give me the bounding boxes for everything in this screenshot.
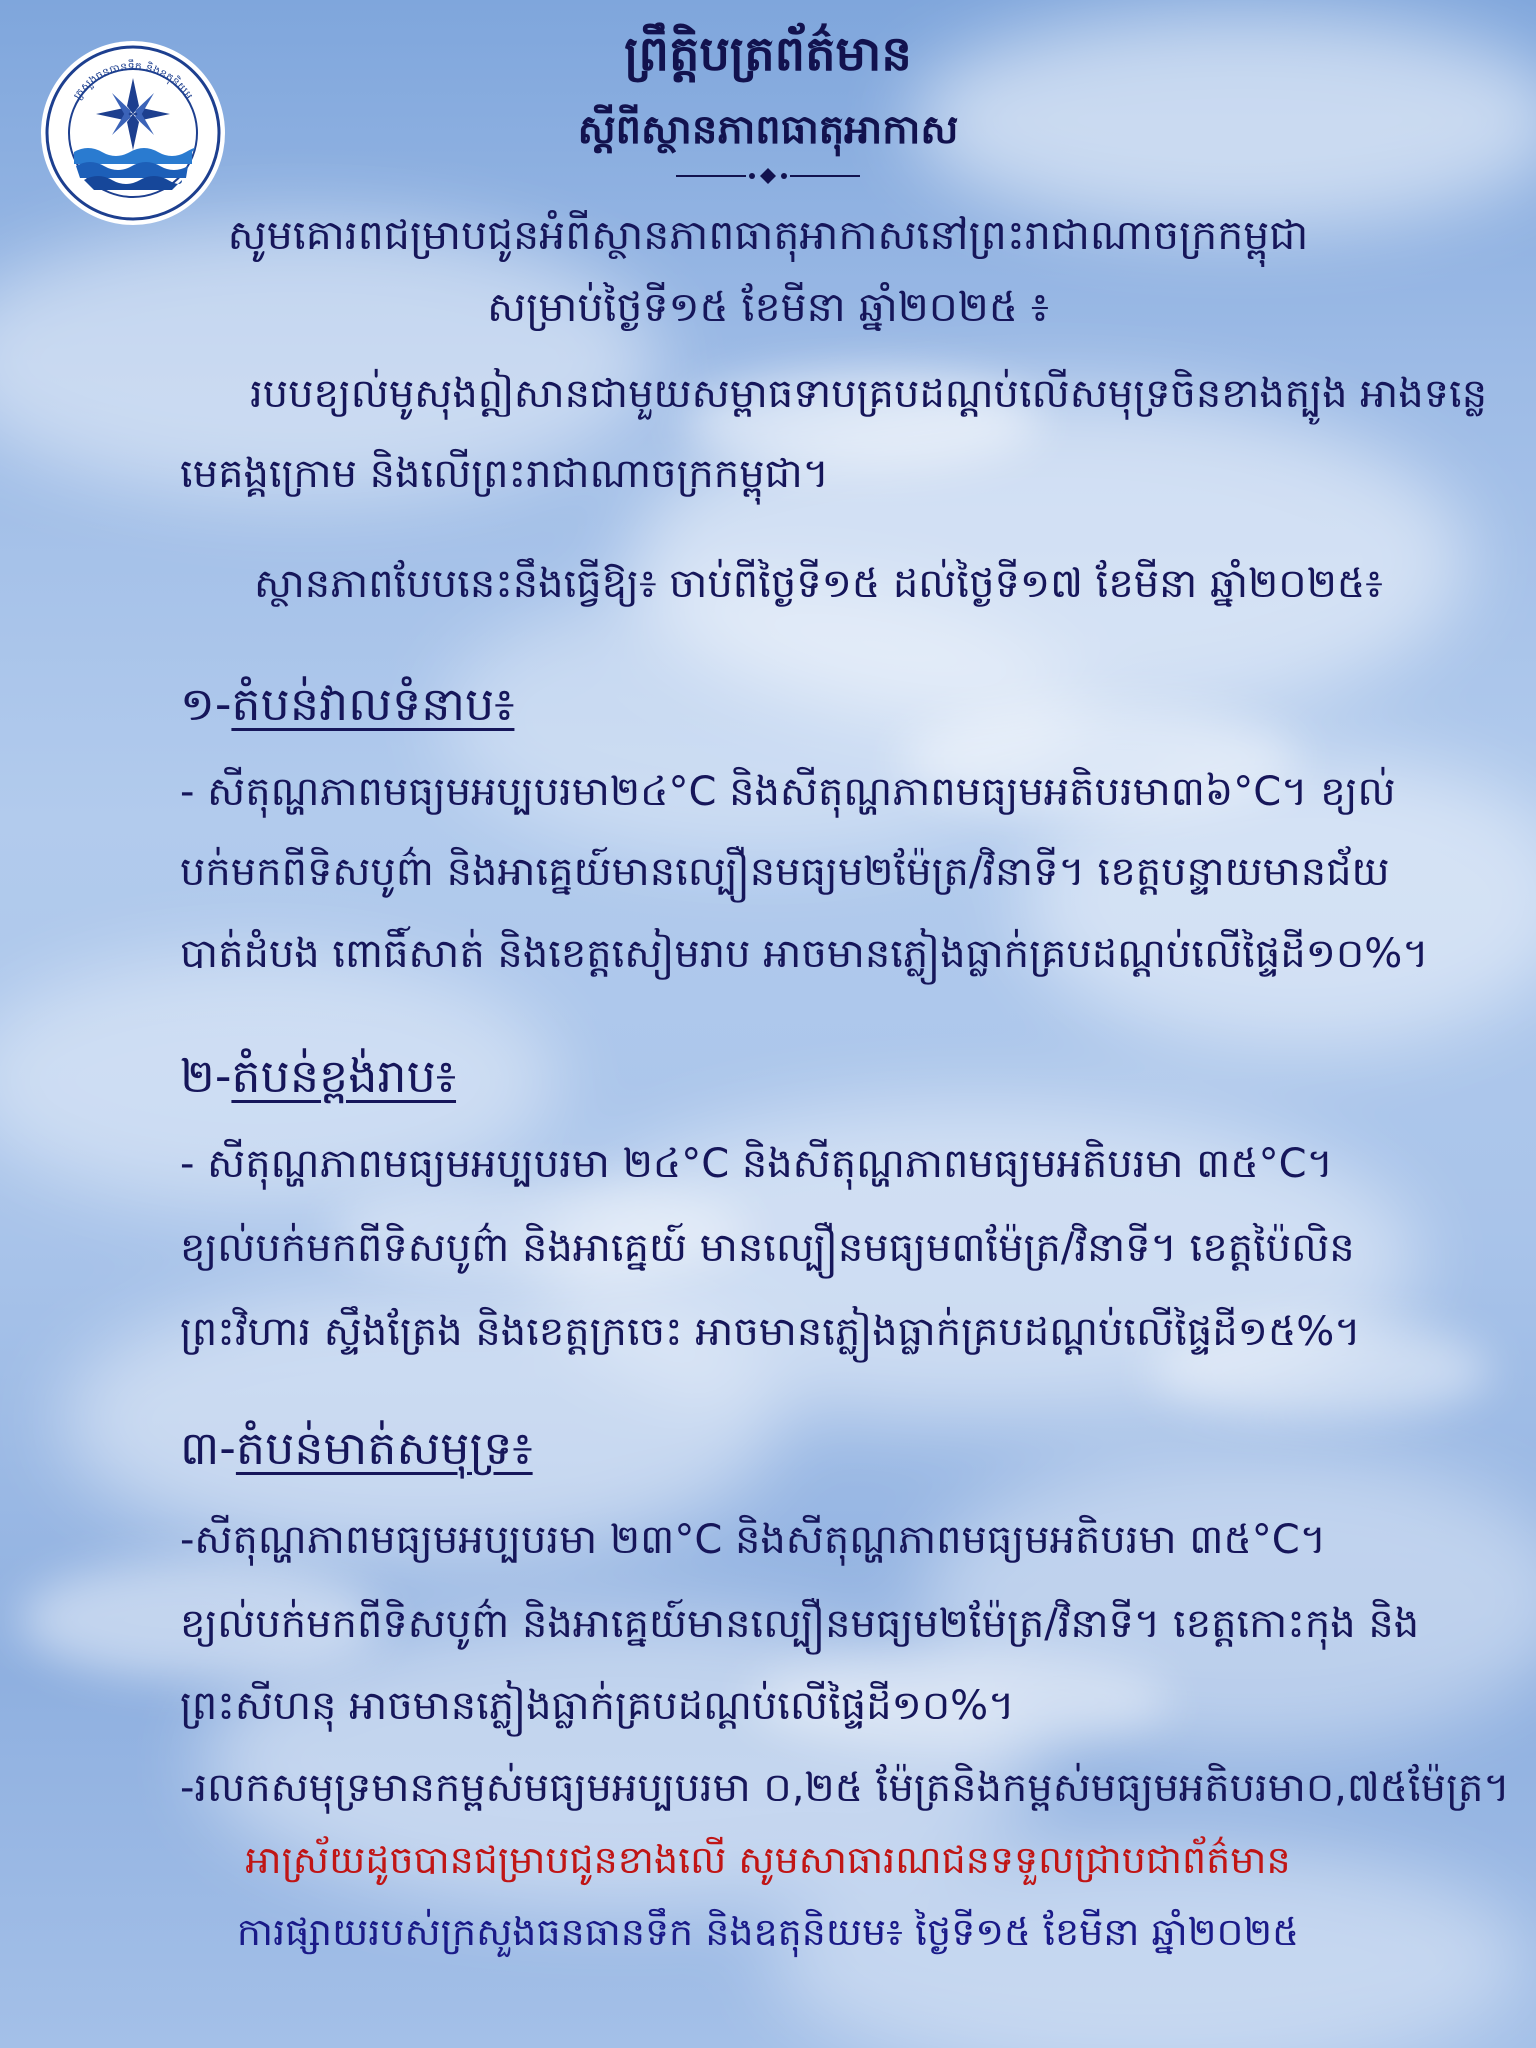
logo-text: ក្រសួងធនធានទឹក និងឧតុនិយម bbox=[70, 59, 196, 102]
intro-line-1: សូមគោរពជម្រាបជូនអំពីស្ថានភាពធាតុអាកាសនៅព្រះរាជាណាចក្រកម្ពុជា bbox=[227, 211, 1309, 259]
public-notice: អាស្រ័យដូចបានជម្រាបជូនខាងលើ សូមសាធារណជនទទួលជ្រាបជាព័ត៌មាន bbox=[245, 1838, 1291, 1882]
section-number: ៣- bbox=[180, 1421, 236, 1475]
section-3-line-2: ខ្យល់បក់មកពីទិសបូព៌ា និងអាគ្នេយ៍មានល្បឿនមធ្យម២ម៉ែត្រ/វិនាទី។ ខេត្តកោះកុង និង bbox=[180, 1601, 1420, 1647]
section-2-line-2: ខ្យល់បក់មកពីទិសបូព៌ា និងអាគ្នេយ៍ មានល្បឿនមធ្យម៣ម៉ែត្រ/វិនាទី។ ខេត្តប៉ៃលិន bbox=[180, 1225, 1355, 1271]
section-1-line-1: - សីតុណ្ហភាពមធ្យមអប្បបរមា២៤°C និងសីតុណ្ហភាពមធ្យមអតិបរមា៣៦°C។ ខ្យល់ bbox=[180, 769, 1396, 815]
section-3-line-1: -សីតុណ្ហភាពមធ្យមអប្បបរមា ២៣°C និងសីតុណ្ហភាពមធ្យមអតិបរមា ៣៥°C។ bbox=[180, 1517, 1327, 1563]
overview-line-1: របបខ្យល់មូសុងឦសានជាមួយសម្ពាធទាបគ្របដណ្តប់លើសមុទ្រចិនខាងត្បូង អាងទន្លេ bbox=[250, 371, 1488, 417]
section-3-line-3: ព្រះសីហនុ អាចមានភ្លៀងធ្លាក់គ្របដណ្តប់លើផ្ទៃដី១០%។ bbox=[180, 1683, 1015, 1729]
section-2-line-1: - សីតុណ្ហភាពមធ្យមអប្បបរមា ២៤°C និងសីតុណ្ហភាពមធ្យមអតិបរមា ៣៥°C។ bbox=[180, 1141, 1333, 1187]
section-title: តំបន់វាលទំនាប៖ bbox=[231, 677, 515, 731]
divider-ornament-icon bbox=[676, 166, 860, 186]
section-heading-plateau bbox=[180, 1048, 456, 1115]
bulletin-subtitle: ស្តីពីស្ថានភាពធាតុអាកាស bbox=[577, 106, 959, 153]
section-number: ១- bbox=[180, 677, 232, 731]
bulletin-title: ព្រឹត្តិបត្រព័ត៌មាន bbox=[624, 26, 912, 82]
overview-line-3: ស្ថានភាពបែបនេះនឹងធ្វើឱ្យ៖ ចាប់ពីថ្ងៃទី១៥ ដល់ថ្ងៃទី១៧ ខែមីនា ឆ្នាំ២០២៥៖ bbox=[254, 561, 1383, 607]
publication-source: ការផ្សាយរបស់ក្រសួងធនធានទឹក និងឧតុនិយម៖ ថ្ងៃទី១៥ ខែមីនា ឆ្នាំ២០២៥ bbox=[236, 1910, 1300, 1954]
section-heading-lowland bbox=[180, 676, 514, 743]
section-heading-coastal bbox=[180, 1420, 533, 1487]
section-1-line-3: បាត់ដំបង ពោធិ៍សាត់ និងខេត្តសៀមរាប អាចមានភ្លៀងធ្លាក់គ្របដណ្តប់លើផ្ទៃដី១០%។ bbox=[180, 931, 1429, 977]
section-1-line-2: បក់មកពីទិសបូព៌ា និងអាគ្នេយ៍មានល្បឿនមធ្យម២ម៉ែត្រ/វិនាទី។ ខេត្តបន្ទាយមានជ័យ bbox=[180, 849, 1390, 895]
section-2-line-3: ព្រះវិហារ ស្ទឹងត្រែង និងខេត្តក្រចេះ អាចមានភ្លៀងធ្លាក់គ្របដណ្តប់លើផ្ទៃដី១៥%។ bbox=[180, 1309, 1361, 1355]
section-title: តំបន់មាត់សមុទ្រ៖ bbox=[235, 1421, 533, 1475]
section-number: ២- bbox=[180, 1049, 232, 1103]
overview-line-2: មេគង្គក្រោម និងលើព្រះរាជាណាចក្រកម្ពុជា។ bbox=[180, 451, 830, 497]
section-3-line-4: -រលកសមុទ្រមានកម្ពស់មធ្យមអប្បបរមា ០,២៥ ម៉ែត្រនិងកម្ពស់មធ្យមអតិបរមា០,៧៥ម៉ែត្រ។ bbox=[180, 1765, 1510, 1811]
intro-line-2: សម្រាប់ថ្ងៃទី១៥ ខែមីនា ឆ្នាំ២០២៥ ៖ bbox=[487, 283, 1049, 331]
section-title: តំបន់ខ្ពង់រាប៖ bbox=[231, 1049, 457, 1103]
